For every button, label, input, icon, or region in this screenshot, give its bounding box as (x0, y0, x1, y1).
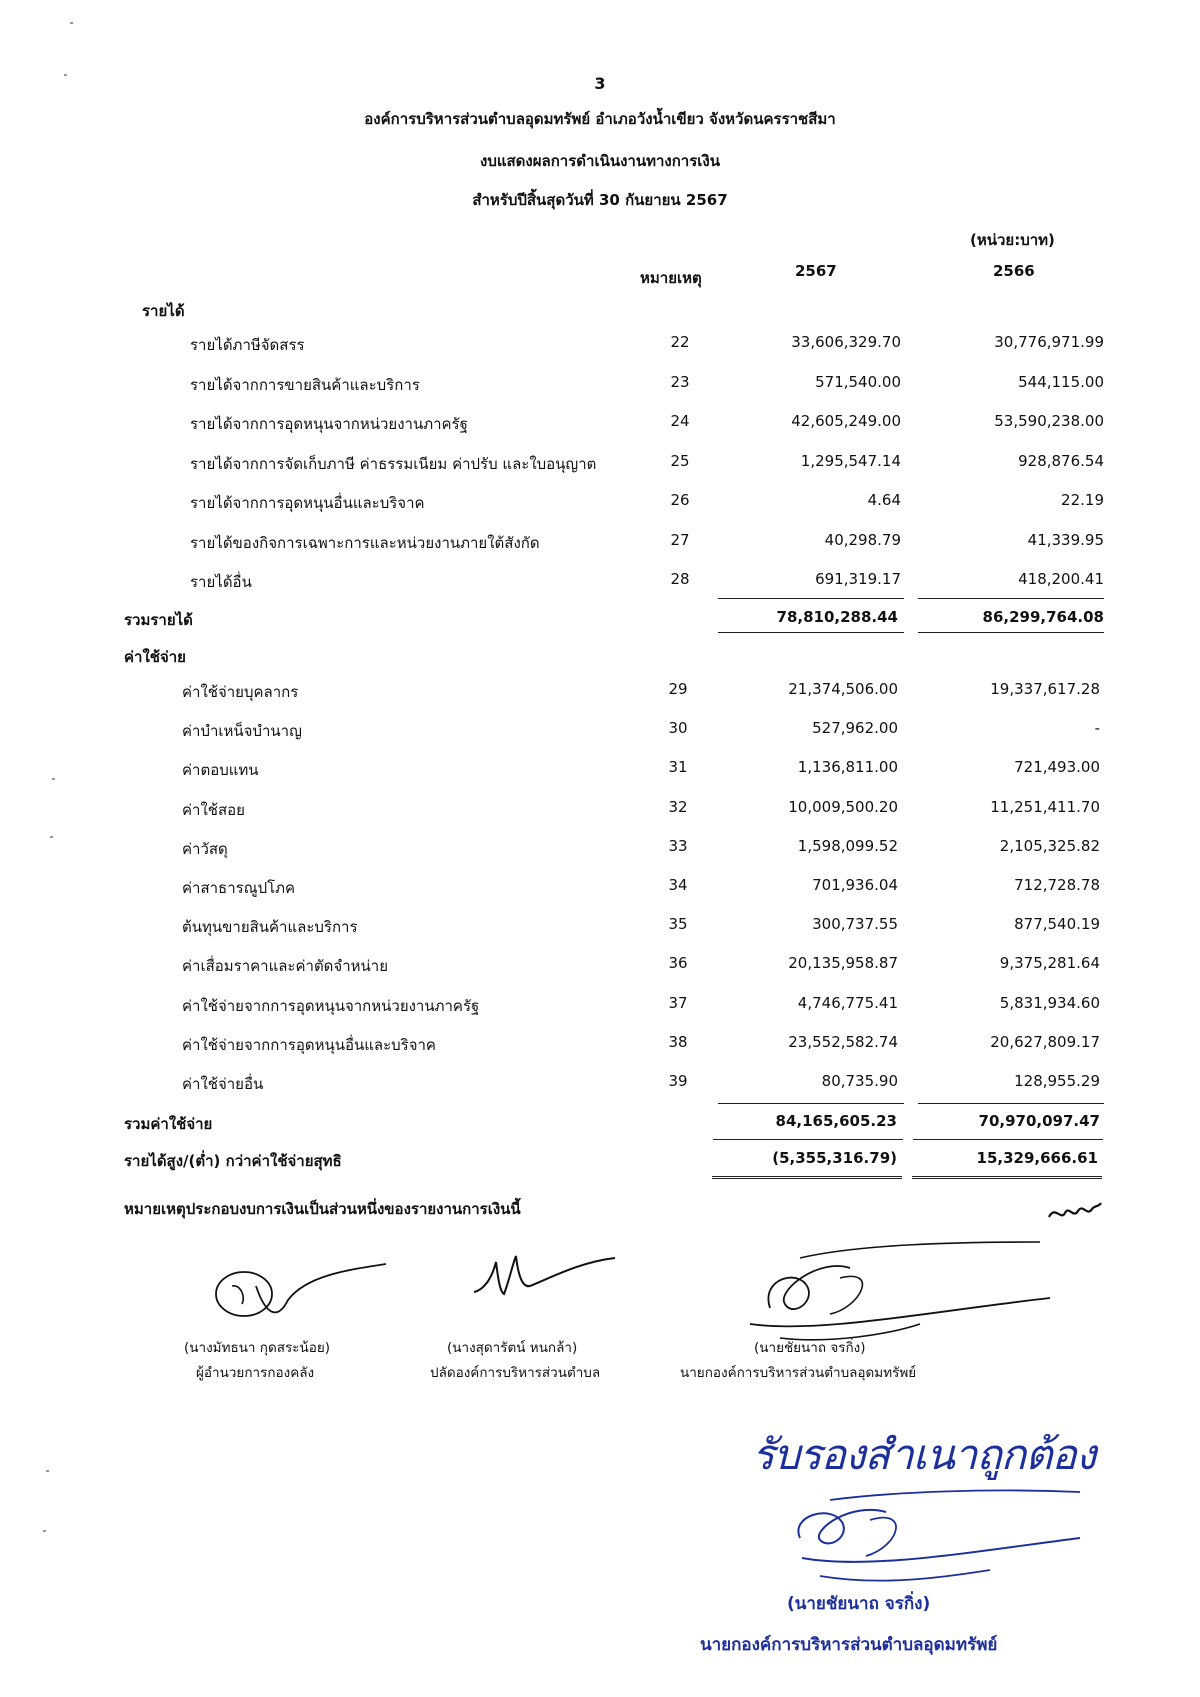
expense-row-label: ค่าใช้จ่ายอื่น (182, 1075, 264, 1093)
revenue-row-2566: 418,200.41 (1018, 570, 1104, 588)
revenue-row-note: 25 (670, 451, 690, 470)
revenue-row-note: 24 (670, 412, 690, 430)
expense-row-label: ค่าเสื่อมราคาและค่าตัดจำหน่าย (182, 957, 388, 976)
total-revenue-2567: 78,810,288.44 (776, 608, 898, 626)
expense-row-label: ค่าใช้จ่ายจากการอุดหนุนอื่นและบริจาค (182, 1035, 436, 1054)
expense-row-note: 37 (668, 993, 688, 1012)
total-expenses-2566: 70,970,097.47 (978, 1112, 1100, 1130)
col-2566-header: 2566 (993, 262, 1035, 280)
signatory-3-name: (นายชัยนาถ จรกิ่ง) (754, 1340, 866, 1356)
expense-row-2566: 9,375,281.64 (999, 954, 1100, 973)
revenue-row-label: รายได้ภาษีจัดสรร (190, 336, 305, 354)
revenue-row-2567: 40,298.79 (824, 530, 901, 549)
total-revenue-label: รวมรายได้ (124, 611, 193, 629)
revenue-row-2567: 691,319.17 (815, 570, 901, 588)
expense-row-label: ค่าใช้สอย (182, 800, 245, 819)
expense-row-2566: 721,493.00 (1014, 758, 1100, 777)
expense-row-2566: 128,955.29 (1014, 1072, 1100, 1090)
revenue-row-2566: 928,876.54 (1018, 451, 1104, 470)
total-expenses-2567: 84,165,605.23 (775, 1112, 897, 1130)
total-revenue-2566: 86,299,764.08 (982, 608, 1104, 626)
revenue-row-label: รายได้จากการอุดหนุนจากหน่วยงานภาครัฐ (190, 415, 468, 433)
expense-row-2567: 80,735.90 (821, 1072, 898, 1090)
revenue-row-note: 27 (670, 530, 690, 549)
signatory-1-name: (นางมัทธนา กุดสระน้อย) (184, 1340, 331, 1356)
expense-row-note: 31 (668, 758, 688, 777)
revenue-row-2566: 30,776,971.99 (994, 333, 1104, 351)
signatory-2-title: ปลัดองค์การบริหารส่วนตำบล (430, 1365, 601, 1381)
revenue-row-2567: 33,606,329.70 (791, 333, 901, 351)
expense-total-rule (713, 1139, 903, 1140)
revenue-row-2566: 41,339.95 (1027, 530, 1104, 549)
certifier-title: นายกองค์การบริหารส่วนตำบลอุดมทรัพย์ (700, 1635, 998, 1655)
expenses-heading: ค่าใช้จ่าย (124, 648, 186, 666)
expense-row-2567: 300,737.55 (812, 915, 898, 934)
revenue-row-note: 23 (670, 372, 690, 391)
certified-copy-stamp: รับรองสำเนาถูกต้อง (752, 1430, 1096, 1479)
revenue-row-note: 22 (670, 333, 690, 351)
revenue-row-2567: 571,540.00 (815, 372, 901, 391)
expense-row-note: 36 (668, 954, 688, 973)
scan-speck (52, 778, 55, 780)
signature-2 (470, 1248, 620, 1308)
expense-row-2566: 2,105,325.82 (999, 836, 1100, 855)
revenue-row-2567: 1,295,547.14 (800, 451, 901, 470)
expense-row-label: ต้นทุนขายสินค้าและบริการ (182, 918, 358, 937)
signatory-3-title: นายกองค์การบริหารส่วนตำบลอุดมทรัพย์ (680, 1365, 917, 1381)
revenue-row-label: รายได้จากการอุดหนุนอื่นและบริจาค (190, 494, 425, 512)
expense-row-label: ค่าสาธารณูปโภค (182, 879, 296, 897)
scan-speck (43, 1530, 46, 1532)
expense-row-label: ค่าตอบแทน (182, 761, 259, 780)
scan-speck (50, 836, 53, 838)
revenue-row-2566: 53,590,238.00 (994, 412, 1104, 430)
revenue-row-label: รายได้จากการจัดเก็บภาษี ค่าธรรมเนียม ค่าปรับ และใบอนุญาต (190, 454, 597, 473)
revenue-subtotal-rule (918, 598, 1104, 599)
expense-row-label: ค่าวัสดุ (182, 839, 228, 858)
signature-1 (196, 1256, 396, 1326)
expense-row-2566: 712,728.78 (1014, 876, 1100, 894)
col-note-header: หมายเหตุ (640, 269, 702, 287)
expense-row-label: ค่าใช้จ่ายบุคลากร (182, 683, 299, 701)
revenue-row-label: รายได้จากการขายสินค้าและบริการ (190, 375, 420, 394)
revenue-row-2566: 544,115.00 (1018, 372, 1104, 391)
statement-period: สำหรับปีสิ้นสุดวันที่ 30 กันยายน 2567 (472, 191, 728, 209)
expense-row-note: 30 (668, 719, 688, 738)
signatory-2-name: (นางสุดารัตน์ หนกล้า) (447, 1340, 578, 1356)
expense-row-2567: 4,746,775.41 (797, 993, 898, 1012)
unit-label: (หน่วย:บาท) (970, 231, 1055, 249)
expense-row-2567: 701,936.04 (812, 876, 898, 894)
revenue-row-note: 26 (670, 491, 690, 509)
initials-signature (1045, 1195, 1105, 1229)
statement-title: งบแสดงผลการดำเนินงานทางการเงิน (480, 152, 720, 170)
expense-row-2566: 5,831,934.60 (999, 993, 1100, 1012)
expense-row-note: 32 (668, 797, 688, 816)
revenue-total-rule (918, 632, 1104, 633)
expense-subtotal-rule (918, 1103, 1104, 1104)
expense-row-note: 38 (668, 1032, 688, 1051)
signature-3 (740, 1238, 1070, 1348)
expense-row-2567: 1,598,099.52 (797, 836, 898, 855)
revenue-row-note: 28 (670, 570, 690, 588)
expense-row-2567: 21,374,506.00 (788, 680, 898, 698)
net-result-2567: (5,355,316.79) (772, 1149, 897, 1167)
expense-row-note: 35 (668, 915, 688, 934)
revenue-row-2566: 22.19 (1061, 491, 1104, 509)
expense-row-2566: 11,251,411.70 (990, 797, 1100, 816)
net-result-label: รายได้สูง/(ต่ำ) กว่าค่าใช้จ่ายสุทธิ (124, 1152, 342, 1170)
page-number: 3 (594, 74, 606, 93)
scan-speck (46, 1470, 49, 1472)
expense-row-2567: 10,009,500.20 (788, 797, 898, 816)
total-expenses-label: รวมค่าใช้จ่าย (124, 1115, 213, 1133)
certifier-name: (นายชัยนาถ จรกิ่ง) (787, 1594, 931, 1614)
net-double-rule (912, 1176, 1102, 1181)
expense-row-2567: 23,552,582.74 (788, 1032, 898, 1051)
expense-subtotal-rule (718, 1103, 904, 1104)
expense-row-2566: 877,540.19 (1014, 915, 1100, 934)
revenue-subtotal-rule (718, 598, 904, 599)
expense-row-note: 29 (668, 680, 688, 698)
col-2567-header: 2567 (795, 262, 837, 280)
expense-row-2566: 19,337,617.28 (990, 680, 1100, 698)
expense-row-2567: 527,962.00 (812, 719, 898, 738)
expense-row-2567: 20,135,958.87 (788, 954, 898, 973)
expense-row-2566: - (1094, 719, 1100, 738)
revenue-row-2567: 42,605,249.00 (791, 412, 901, 430)
expense-row-note: 34 (668, 876, 688, 894)
expense-row-note: 33 (668, 836, 688, 855)
certification-signature (790, 1486, 1090, 1596)
expense-row-label: ค่าบำเหน็จบำนาญ (182, 722, 302, 741)
org-name: องค์การบริหารส่วนตำบลอุดมทรัพย์ อำเภอวังน้ำเขียว จังหวัดนครราชสีมา (364, 110, 836, 128)
footnote: หมายเหตุประกอบงบการเงินเป็นส่วนหนึ่งของรายงานการเงินนี้ (124, 1200, 521, 1218)
scan-speck (70, 22, 73, 24)
signatory-1-title: ผู้อำนวยการกองคลัง (196, 1365, 315, 1381)
revenue-heading: รายได้ (142, 302, 185, 320)
expense-row-label: ค่าใช้จ่ายจากการอุดหนุนจากหน่วยงานภาครัฐ (182, 996, 480, 1015)
net-double-rule (712, 1176, 902, 1181)
revenue-total-rule (718, 632, 904, 633)
revenue-row-label: รายได้อื่น (190, 573, 252, 591)
expense-row-note: 39 (668, 1072, 688, 1090)
net-result-2566: 15,329,666.61 (976, 1149, 1098, 1167)
expense-total-rule (913, 1139, 1103, 1140)
expense-row-2567: 1,136,811.00 (797, 758, 898, 777)
revenue-row-2567: 4.64 (867, 491, 901, 509)
revenue-row-label: รายได้ของกิจการเฉพาะการและหน่วยงานภายใต้สังกัด (190, 533, 540, 552)
expense-row-2566: 20,627,809.17 (990, 1032, 1100, 1051)
